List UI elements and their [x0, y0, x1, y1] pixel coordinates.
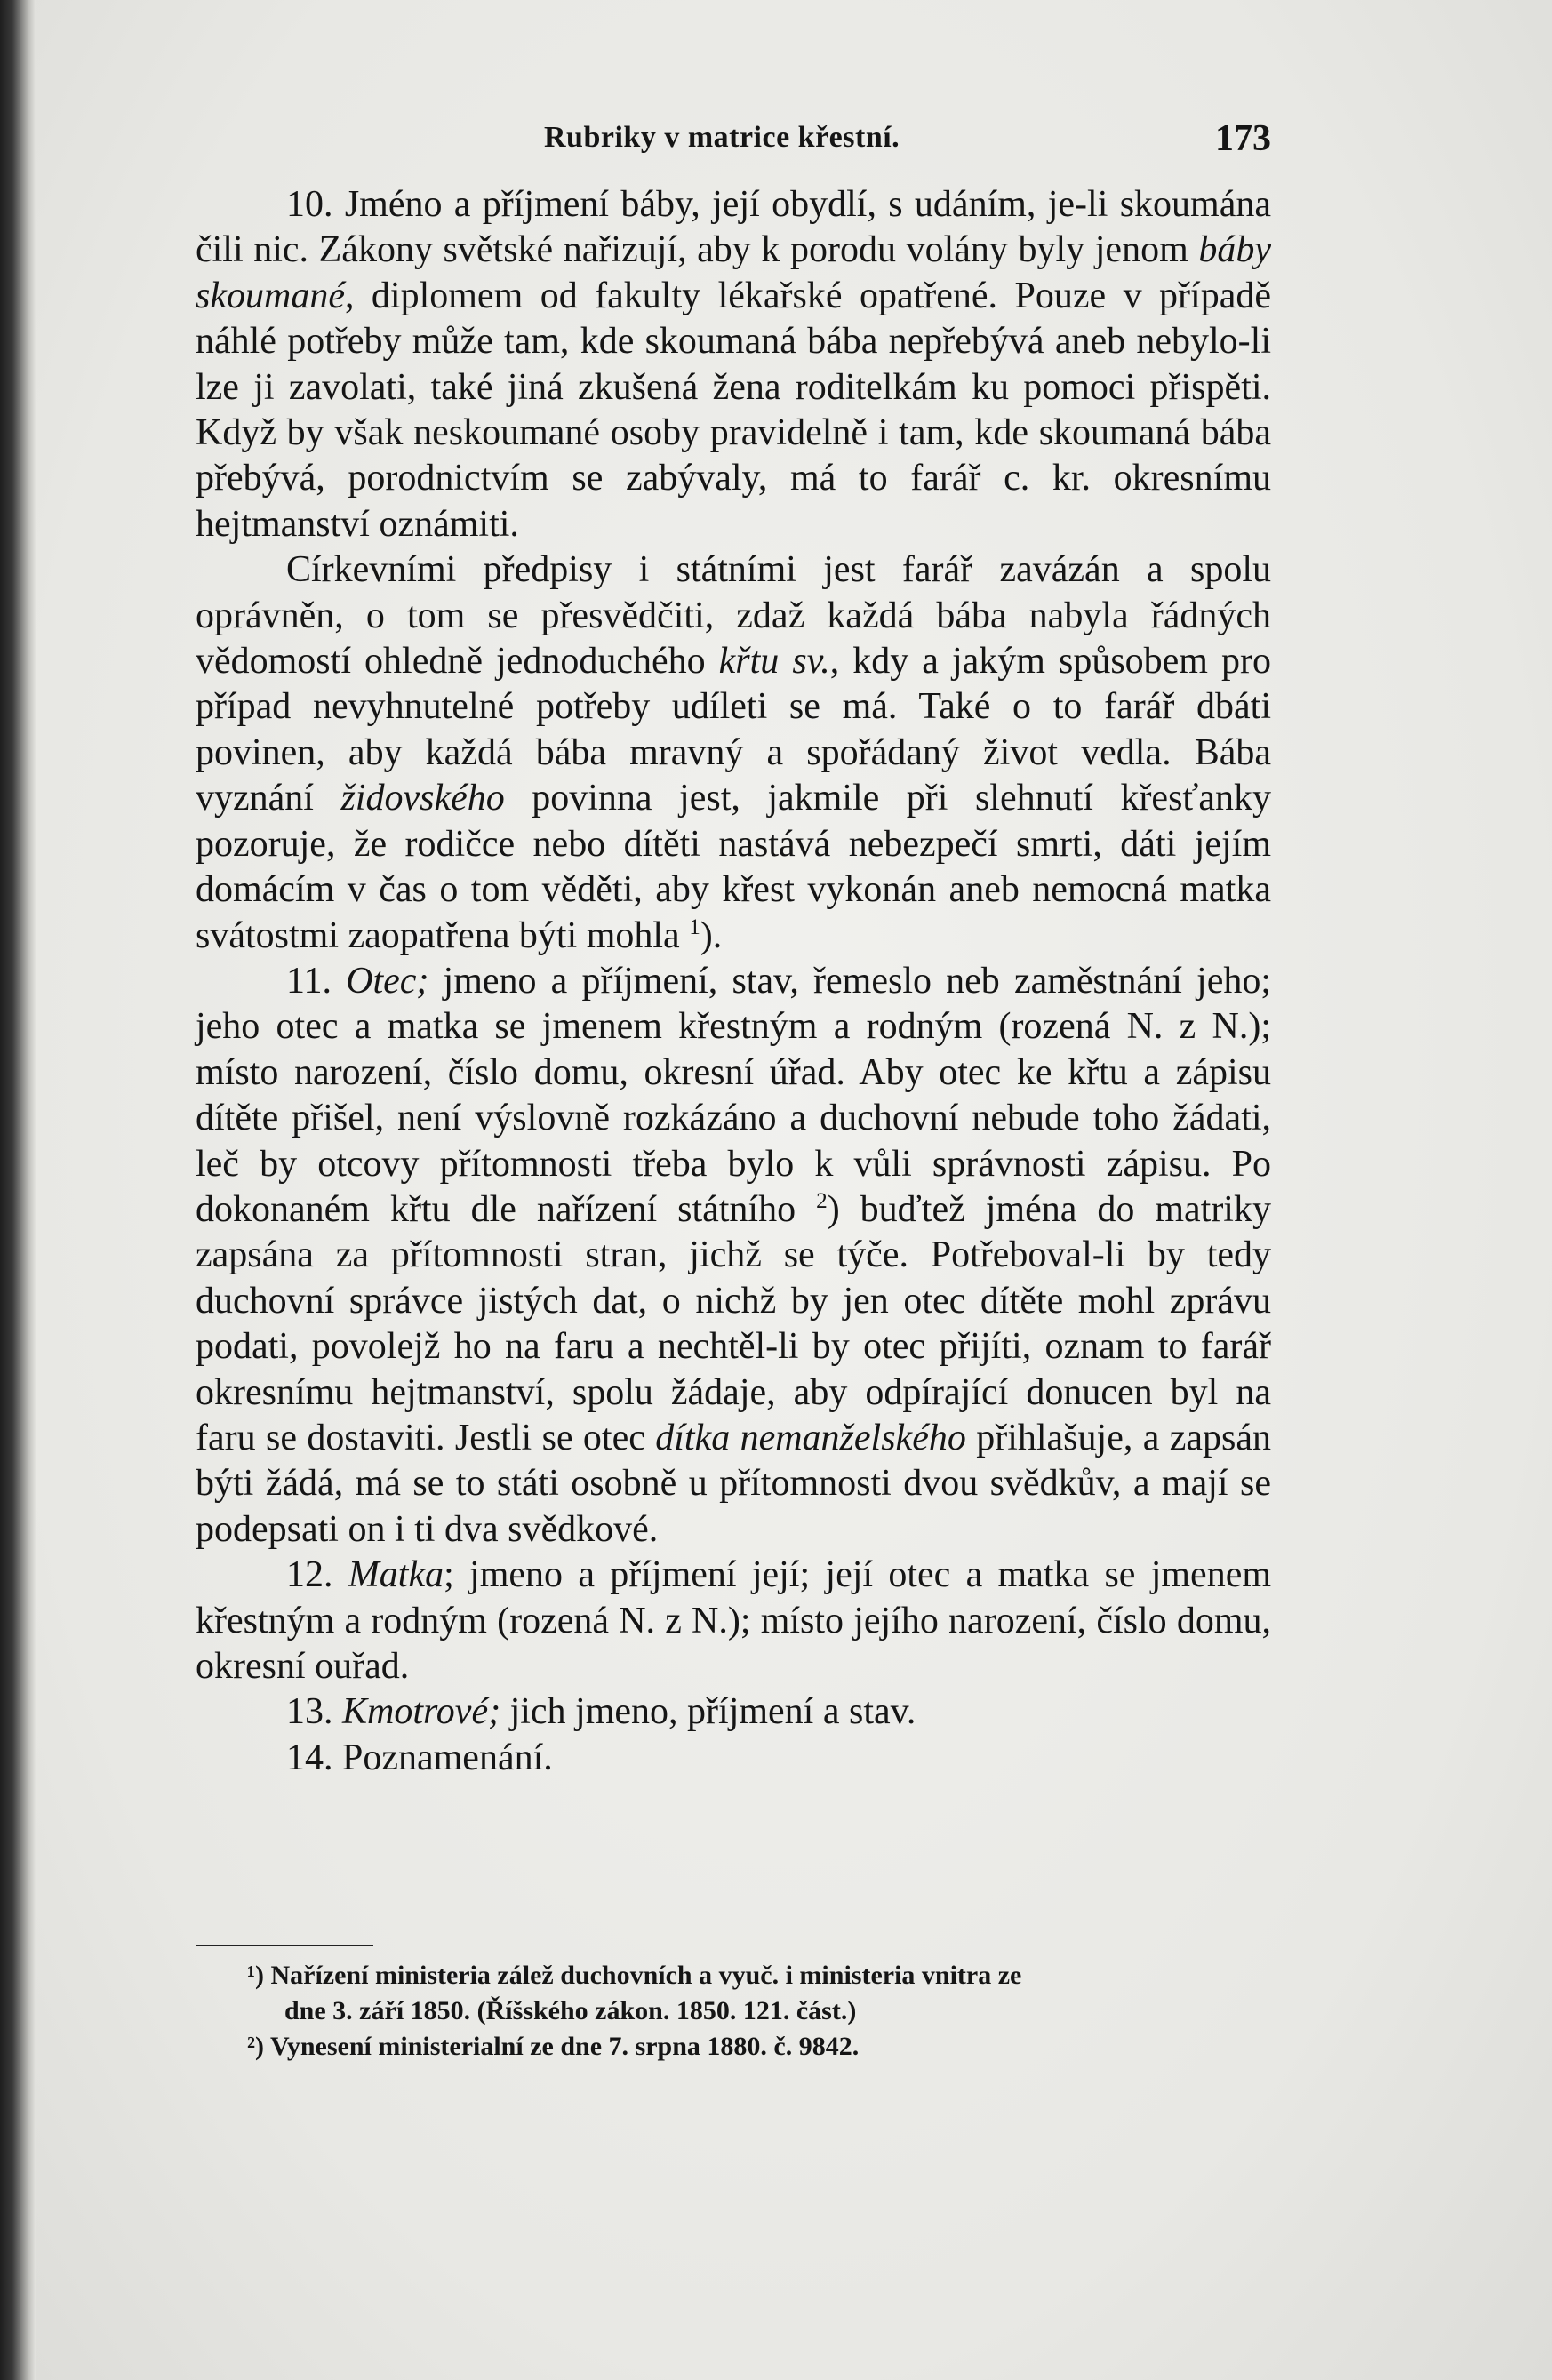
text-run: , kdy a jakým spůsobem pro případ nevyhnutelné potřeby udíleti se má. Také o to farář dbáti povinen, aby každá bába mravný a spořádaný život vedla. Bába vyznání: [196, 641, 1271, 819]
text-run: přihlašuje, a zapsán býti žádá, má se to státi osobně u přítomnosti dvou svědkův, a mají se podepsati on i ti dva svědkové.: [196, 1417, 1271, 1550]
running-title: Rubriky v matrice křestní.: [544, 121, 900, 154]
text-run: povinna jest, jakmile při slehnutí křesťanky pozoruje, že rodičce nebo dítěti nastává nebezpečí smrti, dáti jejím domácím v čas o tom věděti, aby křest vykonán aneb nemocná matka svátostmi zaopatřena býti mohla: [196, 778, 1271, 956]
text-run: Církevními předpisy i státními jest farář zavázán a spolu oprávněn, o tom se přesvědčiti, zdaž každá bába nabyla řádných vědomostí ohledně jednoduchého: [196, 549, 1271, 683]
text-run: jich jmeno, příjmení a stav.: [500, 1691, 916, 1733]
text-run: 10. Jméno a příjmení báby, její obydlí, s udáním, je-li skoumána čili nic. Zákony světské nařizují, aby k porodu volány byly jenom: [196, 184, 1271, 271]
italic-run: křtu sv.: [718, 641, 830, 683]
footnote-reference: 1: [689, 914, 700, 939]
book-spine-shadow: [0, 0, 36, 2380]
paragraph-10-continued: [196, 547, 1271, 959]
footnote-reference: 2: [816, 1188, 828, 1213]
italic-run: báby skoumané: [196, 229, 1271, 316]
footnote-1: [247, 1958, 1269, 2029]
footnote-1-text-line2: dne 3. září 1850. (Říšského zákon. 1850. 121. část.): [284, 1996, 857, 2025]
footnote-1-text-line1: Nařízení ministeria zálež duchovních a vyuč. i ministeria vnitra ze: [270, 1961, 1022, 1990]
text-run: 12.: [286, 1554, 348, 1596]
footnote-2-text: Vynesení ministerialní ze dne 7. srpna 1880. č. 9842.: [269, 2032, 860, 2061]
paragraph-10: [196, 182, 1271, 547]
text-run: jmeno a příjmení, stav, řemeslo neb zaměstnání jeho; jeho otec a matka se jmenem křestným a rodným (rozená N. z N.); místo narození, číslo domu, okresní úřad. Aby otec ke křtu a zápisu dítěte přišel, není výslovně rozkázáno a duchovní nebude toho žádati, leč by otcovy přítomnosti třeba bylo k vůli správnosti zápisu. Po dokonaném křtu dle nařízení státního: [196, 960, 1271, 1230]
text-run: 11.: [286, 960, 347, 1002]
body-text: [196, 182, 1271, 1781]
italic-run: Kmotrové;: [342, 1691, 501, 1733]
text-run: ) buďtež jména do matriky zapsána za přítomnosti stran, jichž se týče. Potřeboval-li by tedy duchovní správce jistých dat, o nichž by jen otec dítěte mohl zprávu podati, povolejž ho na faru a nechtěl-li by otec přijíti, oznam to farář okresnímu hejtmanství, spolu žádaje, aby odpírající donucen byl na faru se dostaviti. Jestli se otec: [196, 1188, 1271, 1458]
text-run: ; jmeno a příjmení její; její otec a matka se jmenem křestným a rodným (rozená N. z N.); místo jejího narození, číslo domu, okresní ouřad.: [196, 1554, 1271, 1687]
page-number: 173: [1215, 118, 1271, 159]
page-header: [196, 117, 1271, 171]
paragraph-11: [196, 959, 1271, 1553]
footnotes: [247, 1958, 1269, 2065]
footnote-rule: [196, 1945, 373, 1946]
paragraph-13: [196, 1689, 1271, 1735]
text-run: 13.: [286, 1691, 342, 1733]
text-run: , diplomem od fakulty lékařské opatřené. Pouze v případě náhlé potřeby může tam, kde skoumaná bába nepřebývá aneb nebylo-li lze ji zavolati, také jiná zkušená žena roditelkám ku pomoci přispěti. Když by však neskoumané osoby pravidelně i tam, kde skoumaná bába přebývá, porodnictvím se zabývaly, má to farář c. kr. okresnímu hejtmanství oznámiti.: [196, 275, 1271, 545]
italic-run: Otec;: [346, 960, 429, 1002]
italic-run: Matka: [348, 1554, 444, 1596]
italic-run: židovského: [340, 778, 505, 819]
paragraph-12: [196, 1553, 1271, 1689]
italic-run: dítka nemanželského: [655, 1417, 966, 1458]
paragraph-14: [196, 1736, 1271, 1781]
footnote-2: [247, 2029, 1269, 2065]
text-run: 14. Poznamenání.: [286, 1737, 553, 1778]
footnote-1-mark: ¹): [247, 1961, 264, 1990]
footnote-2-mark: ²): [247, 2032, 264, 2061]
text-run: ).: [700, 914, 723, 956]
